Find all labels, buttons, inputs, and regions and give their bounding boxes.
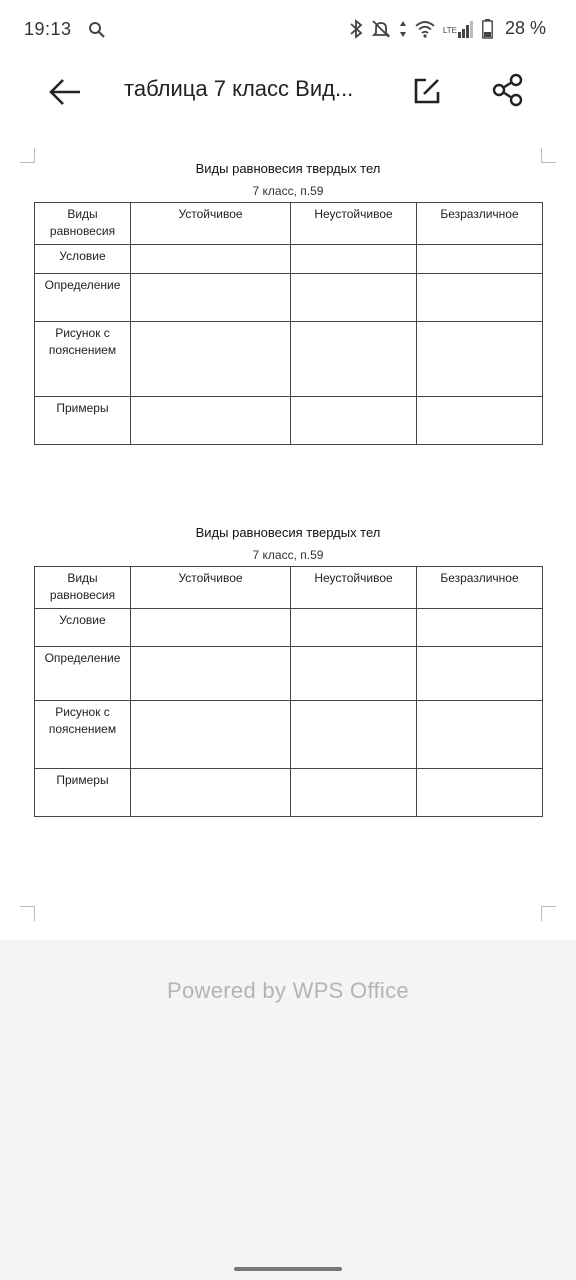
table-cell <box>417 397 543 445</box>
table-cell <box>291 274 417 322</box>
header-cell: Устойчивое <box>131 203 291 245</box>
header-cell: Безразличное <box>417 567 543 609</box>
share-button[interactable] <box>490 72 526 108</box>
equilibrium-table-block-2 <box>34 522 542 817</box>
share-icon <box>490 72 526 108</box>
back-arrow-icon <box>46 74 86 110</box>
header-cell: Виды равновесия <box>35 567 131 609</box>
table-cell <box>291 245 417 274</box>
table-cell <box>131 769 291 817</box>
row-label: Определение <box>35 647 131 701</box>
viewer-footer <box>0 940 576 1280</box>
search-icon <box>88 21 106 44</box>
table-row <box>35 397 543 445</box>
row-label: Условие <box>35 245 131 274</box>
page-corner-mark <box>541 906 556 921</box>
table-row <box>35 609 543 647</box>
table-cell <box>417 245 543 274</box>
battery-percent: 28 % <box>504 18 546 38</box>
table-cell <box>291 609 417 647</box>
table-row <box>35 322 543 397</box>
table-cell <box>417 647 543 701</box>
wifi-icon <box>415 20 435 38</box>
document-page[interactable] <box>0 130 576 940</box>
header-cell: Устойчивое <box>131 567 291 609</box>
row-label: Определение <box>35 274 131 322</box>
equilibrium-table <box>34 202 543 445</box>
row-label: Примеры <box>35 769 131 817</box>
table-cell <box>131 609 291 647</box>
powered-by-text: Powered by WPS Office <box>167 978 409 1003</box>
table-row <box>35 769 543 817</box>
row-label: Рисунок с пояснением <box>35 701 131 769</box>
table-row <box>35 274 543 322</box>
row-label: Условие <box>35 609 131 647</box>
edit-icon <box>410 74 444 108</box>
table-header-row <box>35 203 543 245</box>
table-cell <box>131 397 291 445</box>
header-cell: Неустойчивое <box>291 203 417 245</box>
table-cell <box>417 609 543 647</box>
table-cell <box>417 769 543 817</box>
table-cell <box>131 701 291 769</box>
table-cell <box>291 397 417 445</box>
page-corner-mark <box>20 148 35 163</box>
status-time: 19:13 <box>24 19 72 39</box>
table-cell <box>291 769 417 817</box>
bluetooth-icon <box>349 19 363 39</box>
table-cell <box>291 322 417 397</box>
battery-icon <box>482 19 493 39</box>
mute-icon <box>371 19 391 39</box>
table-header-row <box>35 567 543 609</box>
equilibrium-table <box>34 566 543 817</box>
table-subtitle: 7 класс, п.59 <box>252 184 324 198</box>
table-cell <box>131 322 291 397</box>
status-bar <box>0 0 576 62</box>
table-cell <box>417 701 543 769</box>
table-subtitle: 7 класс, п.59 <box>252 548 324 562</box>
table-cell <box>291 647 417 701</box>
back-button[interactable] <box>46 74 86 110</box>
data-arrows-icon <box>399 19 407 39</box>
table-cell <box>417 274 543 322</box>
table-row <box>35 647 543 701</box>
lte-signal-icon <box>443 20 474 38</box>
table-row <box>35 245 543 274</box>
lte-label: LTE <box>442 25 457 35</box>
edit-button[interactable] <box>410 74 444 108</box>
page-corner-mark <box>541 148 556 163</box>
document-title: таблица 7 класс Вид... <box>124 76 354 101</box>
table-title: Виды равновесия твердых тел <box>195 525 381 540</box>
header-cell: Неустойчивое <box>291 567 417 609</box>
header-cell: Безразличное <box>417 203 543 245</box>
home-indicator[interactable] <box>234 1267 342 1271</box>
status-icons <box>349 18 546 39</box>
table-title: Виды равновесия твердых тел <box>195 161 381 176</box>
row-label: Рисунок с пояснением <box>35 322 131 397</box>
table-cell <box>131 274 291 322</box>
table-cell <box>131 245 291 274</box>
page-corner-mark <box>20 906 35 921</box>
table-row <box>35 701 543 769</box>
table-cell <box>291 701 417 769</box>
equilibrium-table-block-1 <box>34 158 542 445</box>
app-bar <box>0 62 576 122</box>
header-cell: Виды равновесия <box>35 203 131 245</box>
table-cell <box>131 647 291 701</box>
table-cell <box>417 322 543 397</box>
row-label: Примеры <box>35 397 131 445</box>
